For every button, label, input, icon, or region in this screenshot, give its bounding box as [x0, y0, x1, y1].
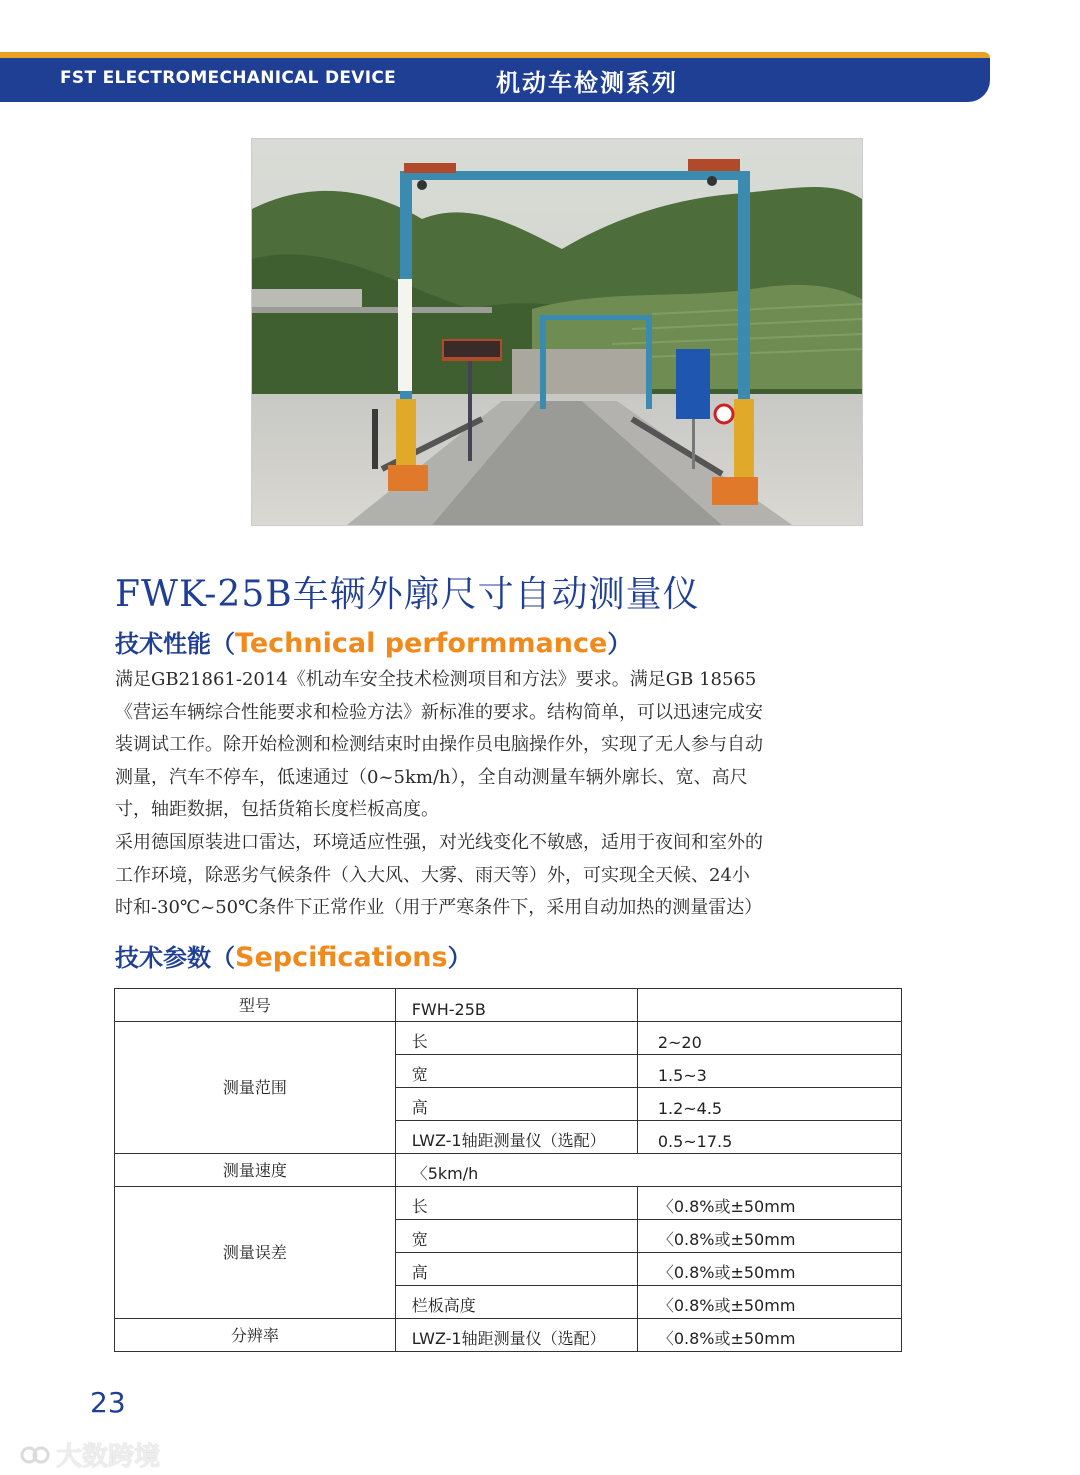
spec-group-cell: 测量范围: [115, 1022, 396, 1154]
spec-item-cell: LWZ-1轴距测量仪（选配）: [395, 1319, 637, 1352]
spec-group-cell: 分辨率: [115, 1319, 396, 1352]
specifications-heading-cn: 技术参数: [115, 944, 211, 972]
spec-value-cell: 〈0.8%或±50mm: [637, 1220, 901, 1253]
performance-line: 时和-30℃~50℃条件下正常作业（用于严寒条件下，采用自动加热的测量雷达）: [115, 897, 763, 919]
performance-heading: [115, 624, 631, 659]
performance-line: 采用德国原装进口雷达，环境适应性强，对光线变化不敏感，适用于夜间和室外的: [115, 831, 763, 853]
watermark-logo-icon: [20, 1443, 50, 1467]
spec-group-cell: 型号: [115, 989, 396, 1022]
performance-line: 工作环境，除恶劣气候条件（入大风、大雾、雨天等）外，可实现全天候、24小: [115, 864, 750, 886]
performance-heading-en: Technical performmance: [235, 628, 608, 659]
spec-value-cell: 〈0.8%或±50mm: [637, 1286, 901, 1319]
spec-value-cell: 〈0.8%或±50mm: [637, 1253, 901, 1286]
spec-item-cell: 高: [395, 1088, 637, 1121]
header-company-name: FST ELECTROMECHANICAL DEVICE: [60, 68, 397, 88]
table-row: [115, 1187, 902, 1220]
performance-line: 满足GB21861-2014《机动车安全技术检测项目和方法》要求。满足GB 18565: [115, 669, 757, 690]
product-photo: [251, 138, 863, 526]
table-row: [115, 1319, 902, 1352]
spec-item-cell: 高: [395, 1253, 637, 1286]
table-row: [115, 1154, 902, 1187]
spec-value-cell: [637, 989, 901, 1022]
performance-body: [115, 664, 895, 925]
specifications-paren-open: （: [211, 944, 235, 972]
spec-value-cell: 1.2~4.5: [637, 1088, 901, 1121]
spec-value-cell: 2~20: [637, 1022, 901, 1055]
spec-item-cell: 长: [395, 1022, 637, 1055]
spec-value-cell: 1.5~3: [637, 1055, 901, 1088]
spec-value-cell: 0.5~17.5: [637, 1121, 901, 1154]
table-row: [115, 989, 902, 1022]
spec-item-cell: 长: [395, 1187, 637, 1220]
watermark-text: 大数跨境: [56, 1442, 161, 1472]
header-series-title: 机动车检测系列: [496, 69, 678, 97]
performance-line: 寸，轴距数据，包括货箱长度栏板高度。: [115, 799, 439, 821]
spec-value-cell: 〈0.8%或±50mm: [637, 1319, 901, 1352]
performance-heading-cn: 技术性能: [115, 630, 211, 658]
product-title: FWK-25B车辆外廓尺寸自动测量仪: [115, 574, 700, 615]
performance-paren-close: ）: [607, 630, 632, 658]
table-row: [115, 1022, 902, 1055]
specifications-table: [114, 988, 902, 1352]
performance-paren-open: （: [211, 630, 235, 658]
watermark: [20, 1436, 160, 1473]
spec-value-cell: 〈0.8%或±50mm: [637, 1187, 901, 1220]
performance-line: 测量，汽车不停车，低速通过（0~5km/h），全自动测量车辆外廓长、宽、高尺: [115, 766, 748, 788]
spec-group-cell: 测量速度: [115, 1154, 396, 1187]
performance-line: 《营运车辆综合性能要求和检验方法》新标准的要求。结构简单，可以迅速完成安: [115, 701, 763, 723]
spec-item-cell: 〈5km/h: [395, 1154, 901, 1187]
specifications-heading-en: Sepcifications: [235, 942, 448, 973]
page-number: 23: [90, 1386, 126, 1419]
specifications-heading: [115, 938, 472, 973]
spec-item-cell: FWH-25B: [395, 989, 637, 1022]
specifications-paren-close: ）: [447, 944, 472, 972]
performance-line: 装调试工作。除开始检测和检测结束时由操作员电脑操作外，实现了无人参与自动: [115, 734, 763, 756]
spec-item-cell: 宽: [395, 1220, 637, 1253]
spec-item-cell: LWZ-1轴距测量仪（选配）: [395, 1121, 637, 1154]
spec-item-cell: 宽: [395, 1055, 637, 1088]
spec-item-cell: 栏板高度: [395, 1286, 637, 1319]
spec-group-cell: 测量误差: [115, 1187, 396, 1319]
